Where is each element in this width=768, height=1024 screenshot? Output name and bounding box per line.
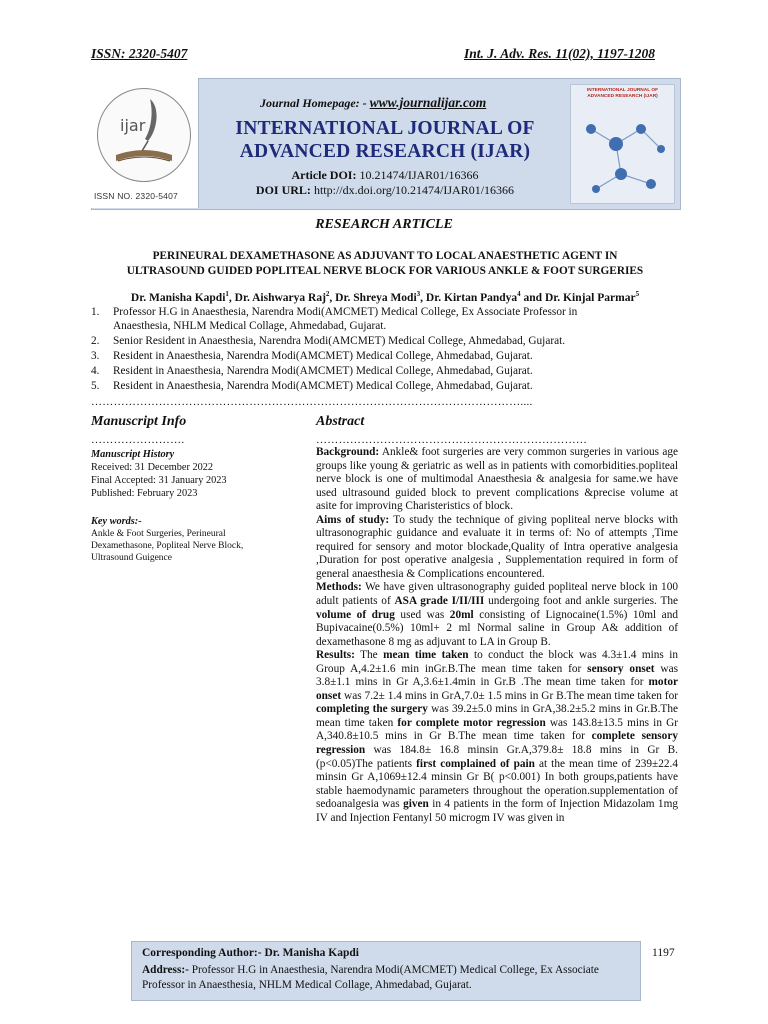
homepage-label: Journal Homepage: - [260, 96, 367, 110]
author-address: Address:- Professor H.G in Anaesthesia, Narendra Modi(AMCMET) Medical College, Ex Associate Professor in Anaesthesia, NHLM Medical Collage, Ahmedabad, Gujarat. [142, 964, 599, 991]
affiliation-5: 5. Resident in Anaesthesia, Narendra Modi(AMCMET) Medical College, Ahmedabad, Gujarat. [91, 380, 533, 392]
citation-header: Int. J. Adv. Res. 11(02), 1197-1208 [463, 46, 655, 61]
article-doi-label: Article DOI: [291, 168, 357, 182]
journal-title-line2: ADVANCED RESEARCH (IJAR) [239, 141, 531, 162]
homepage-link[interactable]: www.journalijar.com [369, 95, 487, 110]
journal-title [205, 117, 565, 163]
logo-emblem [97, 88, 191, 182]
article-type: RESEARCH ARTICLE [315, 217, 453, 232]
journal-homepage [260, 95, 486, 111]
article-doi-value[interactable]: 10.21474/IJAR01/16366 [359, 168, 479, 182]
author: Dr. Manisha Kapdi$^1$, [130, 290, 235, 304]
accepted-date: Final Accepted: 31 January 2023 [91, 475, 227, 486]
author-list [91, 290, 679, 304]
corresponding-author-box [131, 941, 641, 1001]
keywords-line: Dexamethasone, Popliteal Nerve Block, [91, 541, 244, 551]
author: Dr. Shreya Modi$^3$, [335, 290, 426, 304]
author: Dr. Aishwarya Raj$^2$, [234, 290, 336, 304]
manuscript-history [91, 448, 271, 500]
affiliation-2: 2. Senior Resident in Anaesthesia, Narendra Modi(AMCMET) Medical College, Ahmedabad, Gujarat. [91, 335, 566, 347]
keywords-line: Ultrasound Guigence [91, 553, 172, 563]
keywords-heading: Key words:- [91, 516, 142, 527]
cover-title: INTERNATIONAL JOURNAL OF ADVANCED RESEARCH (IJAR) [586, 88, 659, 99]
logo-text: ijar [120, 116, 146, 135]
journal-cover [570, 84, 675, 204]
paper-title-line1: PERINEURAL DEXAMETHASONE AS ADJUVANT TO LOCAL ANAESTHETIC AGENT IN [152, 250, 618, 262]
quill-book-icon [98, 89, 190, 181]
history-heading: Manuscript History [91, 449, 175, 460]
keywords-line: Ankle & Foot Surgeries, Perineural [91, 529, 226, 539]
received-date: Received: 31 December 2022 [91, 462, 214, 473]
paper-title [91, 249, 679, 279]
abstract-results: Results: The mean time taken to conduct the block was 4.3±1.4 mins in Group A,4.2±1.6 min inGr.B.The mean time taken for sensory onset was 3.8±1.1 mins in Gr A,3.6±1.4min in Gr.B .The mean time taken for motor onset was 7.2± 1.4 mins in GrA,7.0± 1.5 mins in Gr B.The mean time taken for completing the surgery was 39.2±5.0 mins in GrA,38.2±5.2 mins in Gr.B.The mean time taken for complete motor regression was 143.8±13.5 mins in Gr A,340.8±10.5 mins in Gr B.The mean time taken for complete sensory regression was 184.8± 16.8 minsin Gr.A,379.8± 18.8 mins in Gr B.(p<0.05)The patients first complained of pain at the mean time of 239±22.4 minsin Gr A,1069±12.4 minsin Gr B( p<0.001) In both groups,patients have stable haemodynamic parameters throughout the operation.supplementation of sedoanalgesia was given in 4 patients in the form of Injection Midazolam 1mg IV and Injection Fentanyl 50 microgm IV was given in [316, 649, 679, 824]
paper-title-line2: ULTRASOUND GUIDED POPLITEAL NERVE BLOCK FOR VARIOUS ANKLE & FOOT SURGERIES [126, 265, 644, 277]
logo-issn: ISSN NO. 2320-5407 [94, 191, 178, 201]
corresponding-author: Corresponding Author:- Dr. Manisha Kapdi [142, 947, 359, 959]
separator-line: …………………………………………………………………………………………………….... [91, 396, 533, 408]
article-doi [205, 168, 565, 183]
abstract-aims: Aims of study: To study the technique of giving popliteal nerve blocks with ultrasonographic guidance and evaluate it in terms of: No of attempts ,Time required for sensory and motor blockade,Quality of Intra operative analgesia ,Duration for post operative analgesia , Supplementation required in form of general anaesthesia & Complications encountered. [316, 513, 678, 580]
doi-url-label: DOI URL: [255, 183, 311, 197]
affiliation-3: 3. Resident in Anaesthesia, Narendra Modi(AMCMET) Medical College, Ahmedabad, Gujarat. [91, 350, 533, 362]
issn-header: ISSN: 2320-5407 [91, 46, 188, 61]
page-number: 1197 [652, 947, 675, 959]
doi-url [205, 183, 565, 198]
manuscript-info-heading: Manuscript Info [91, 414, 187, 429]
journal-title-line1: INTERNATIONAL JOURNAL OF [235, 118, 535, 139]
author: Dr. Kirtan Pandya$^4$ and [425, 290, 545, 304]
published-date: Published: February 2023 [91, 488, 198, 499]
abstract-methods: Methods: We have given ultrasonography guided popliteal nerve block in 100 adult patients of ASA grade I/II/III undergoing foot and ankle surgeries. The volume of drug used was 20ml consisting of Lignocaine(1.5%) 10ml and Bupivacaine(0.5%) 10ml+ 2 ml Normal saline in Group A& addition of dexamethasone 8 mg as adjuvant to LA in Group B. [316, 581, 679, 648]
abstract-body [316, 446, 678, 825]
affiliation-4: 4. Resident in Anaesthesia, Narendra Modi(AMCMET) Medical College, Ahmedabad, Gujarat. [91, 365, 533, 377]
abstract-background: Background: Ankle& foot surgeries are very common surgeries in various age groups like young & geriatric as well as in patients with comorbidities.popliteal nerve block is one of multimodal Anaesthesia & analgesia for same.we have used ultrasound guided block to prevent complications &precise volume at asite for improving Charisteristics of block. [316, 446, 679, 513]
author: Dr. Kinjal Parmar$^5$ [544, 290, 640, 304]
journal-logo [91, 78, 199, 208]
keywords [91, 516, 259, 564]
manuscript-dots: ……………………. [91, 434, 185, 446]
molecule-icon [571, 99, 674, 203]
abstract-dots: ……………………………………………………………… [316, 434, 588, 446]
doi-url-link[interactable]: http://dx.doi.org/10.21474/IJAR01/16366 [313, 183, 515, 197]
abstract-heading: Abstract [316, 414, 365, 429]
affiliation-1: 1. Professor H.G in Anaesthesia, Narendra Modi(AMCMET) Medical College, Ex Associate Professor in Anaesthesia, NHLM Medical Collage, Ahmedabad, Gujarat. [91, 306, 578, 332]
